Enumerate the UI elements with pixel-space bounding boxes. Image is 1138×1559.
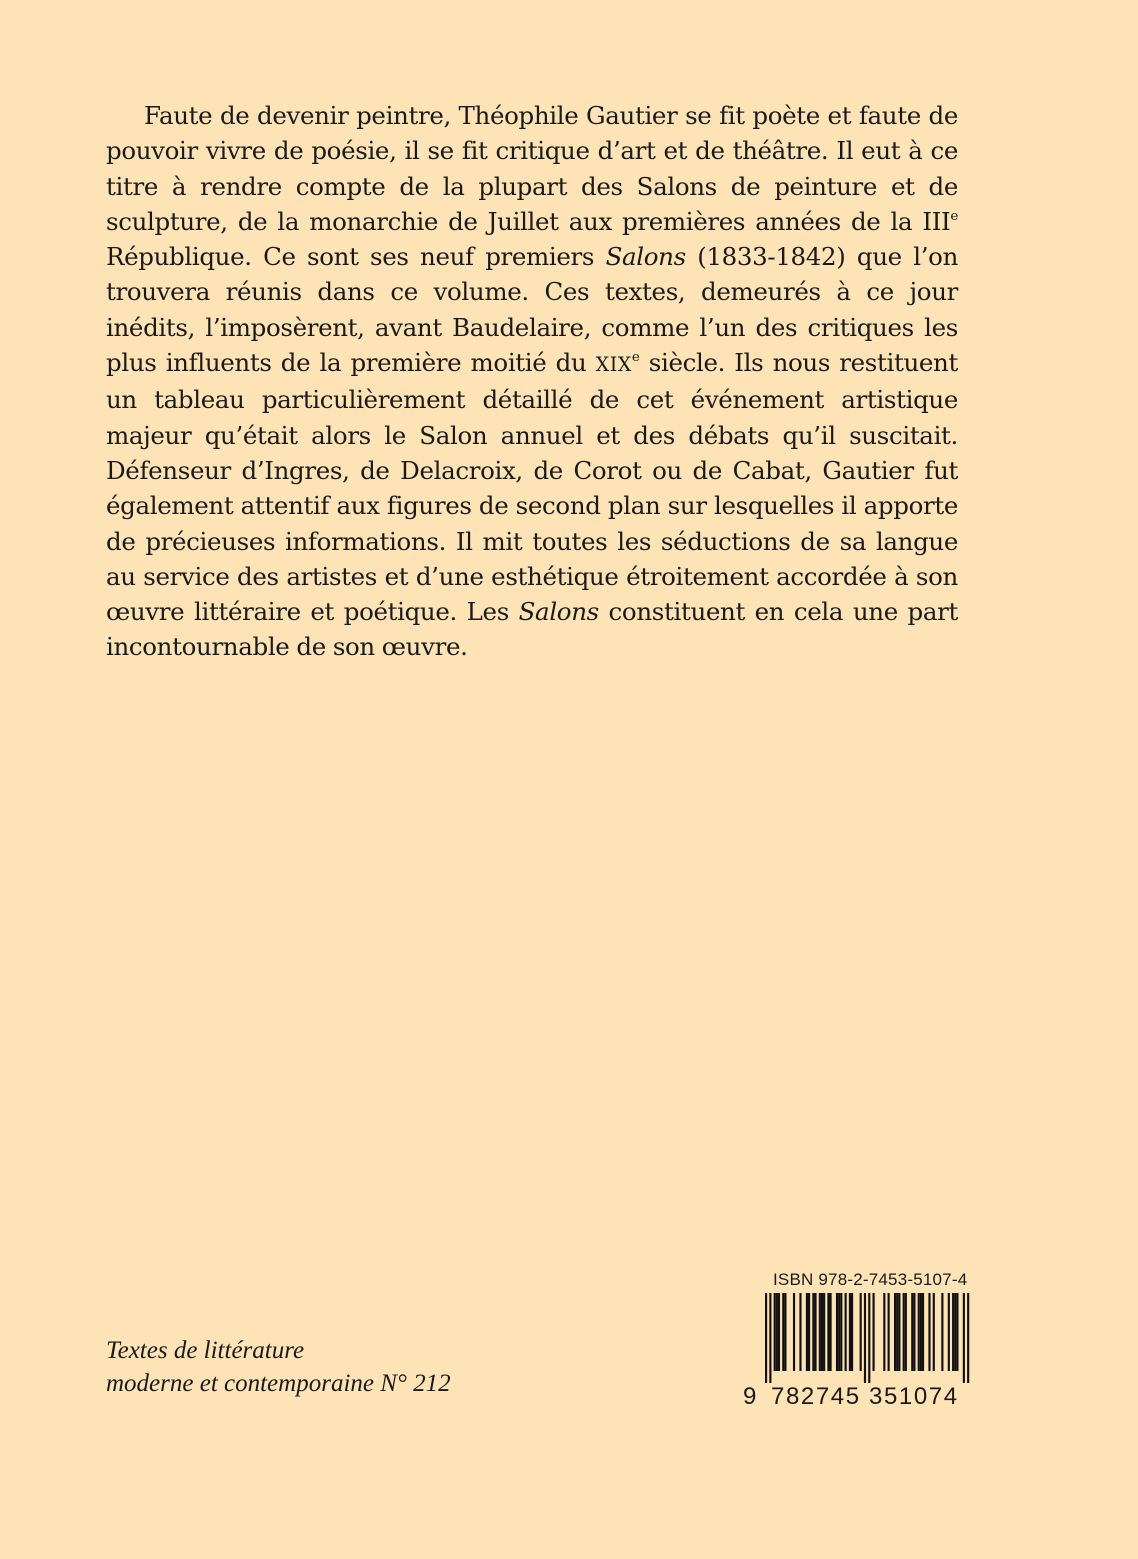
barcode-bar [956, 1293, 958, 1371]
barcode-first-digit: 9 [743, 1383, 757, 1410]
collection-info [106, 1334, 451, 1400]
isbn-label: ISBN 978-2-7453-5107-4 [773, 1270, 968, 1289]
blurb-text-3: (1833-1842) que l’on trouvera réunis dans ce volume. Ces textes, demeurés à ce jour inédits, l’imposèrent, avant Baudelaire, comme l’un des critiques les plus influents de la première moitié du [106, 242, 958, 378]
barcode-bar [922, 1293, 924, 1371]
collection-line-1: Textes de littérature [106, 1337, 305, 1364]
blurb-roman-numeral-xix: XIX [595, 353, 632, 377]
blurb-text-1: Faute de devenir peintre, Théophile Gautier se fit poète et faute de pouvoir vivre de poésie, il se fit critique d’art et de théâtre. Il eut à ce titre à rendre compte de la plupart des Salons de peinture et de sculpture, de la monarchie de Juillet aux premières années de la [106, 101, 958, 236]
barcode-bar [896, 1293, 898, 1371]
barcode-bar [948, 1293, 950, 1371]
barcode-digits [743, 1383, 977, 1411]
barcode-right-digits: 351074 [869, 1383, 959, 1410]
barcode-guard-bar [868, 1293, 870, 1383]
barcode-bar [823, 1293, 825, 1371]
barcode-bar [821, 1293, 823, 1371]
blurb-text-2: République. Ce sont ses neuf premiers [106, 242, 606, 272]
barcode-bar [888, 1293, 890, 1371]
barcode-guard-bar [963, 1293, 965, 1383]
barcode-bar [782, 1293, 784, 1371]
barcode-image [757, 1293, 977, 1385]
blurb-salons-italic: Salons [518, 597, 599, 627]
barcode-bar [799, 1293, 801, 1371]
barcode-bar [776, 1293, 778, 1371]
barcode-guard-bar [765, 1293, 767, 1383]
barcode-bar [806, 1293, 808, 1371]
barcode-bar [793, 1293, 795, 1371]
collection-line-2: moderne et contemporaine N° 212 [106, 1370, 451, 1397]
barcode-bar [928, 1293, 930, 1371]
barcode-guard-bar [864, 1293, 866, 1383]
barcode-bar [918, 1293, 920, 1371]
barcode-bar [808, 1293, 810, 1371]
barcode-bar [827, 1293, 829, 1371]
barcode-bar [913, 1293, 915, 1371]
barcode-bar [845, 1293, 847, 1371]
barcode-bar [849, 1293, 851, 1371]
barcode-bar [954, 1293, 956, 1371]
barcode-left-digits: 782745 [771, 1383, 861, 1410]
barcode-bar [784, 1293, 786, 1371]
blurb-superscript-e: e [950, 207, 958, 224]
barcode-bar [952, 1293, 954, 1371]
barcode-bar [941, 1293, 943, 1371]
barcode-bar [933, 1293, 935, 1371]
barcode-bar [894, 1293, 896, 1371]
barcode-guard-bar [967, 1293, 969, 1383]
back-cover-blurb [106, 98, 958, 665]
barcode-bar [920, 1293, 922, 1371]
barcode-bar [812, 1293, 814, 1371]
barcode-bar [883, 1293, 885, 1371]
blurb-roman-numeral-iii: III [922, 206, 951, 236]
barcode-bar [819, 1293, 821, 1371]
barcode-bar [830, 1293, 832, 1371]
barcode-bar [774, 1293, 776, 1371]
barcode-bar [905, 1293, 907, 1371]
barcode-bar [814, 1293, 816, 1371]
barcode-bar [911, 1293, 913, 1371]
barcode-bar [898, 1293, 900, 1371]
barcode-bar [903, 1293, 905, 1371]
barcode-bar [851, 1293, 853, 1371]
blurb-text-4: siècle. Ils nous restituent un tableau particulièrement détaillé de cet événement artistique majeur qu’était alors le Salon annuel et des débats qu’il suscitait. Défenseur d’Ingres, de Delacroix, de Corot ou de Cabat, Gautier fut également attentif aux figures de second plan sur lesquelles il apporte de précieuses informations. Il mit toutes les séductions de sa langue au service des artistes et d’une esthétique étroitement accordée à son œuvre littéraire et poétique. Les [106, 348, 958, 627]
barcode-bar [873, 1293, 875, 1371]
barcode-bar [778, 1293, 780, 1371]
blurb-superscript-e: e [631, 348, 640, 365]
isbn-barcode-block [743, 1270, 977, 1411]
barcode-bar [836, 1293, 838, 1371]
barcode-bar [860, 1293, 862, 1371]
barcode-guard-bar [769, 1293, 771, 1383]
blurb-salons-italic: Salons [605, 242, 686, 272]
barcode-bar [840, 1293, 842, 1371]
barcode-bar [838, 1293, 840, 1371]
blurb-text-5: constituent en cela une part incontournable de son œuvre. [106, 597, 958, 662]
